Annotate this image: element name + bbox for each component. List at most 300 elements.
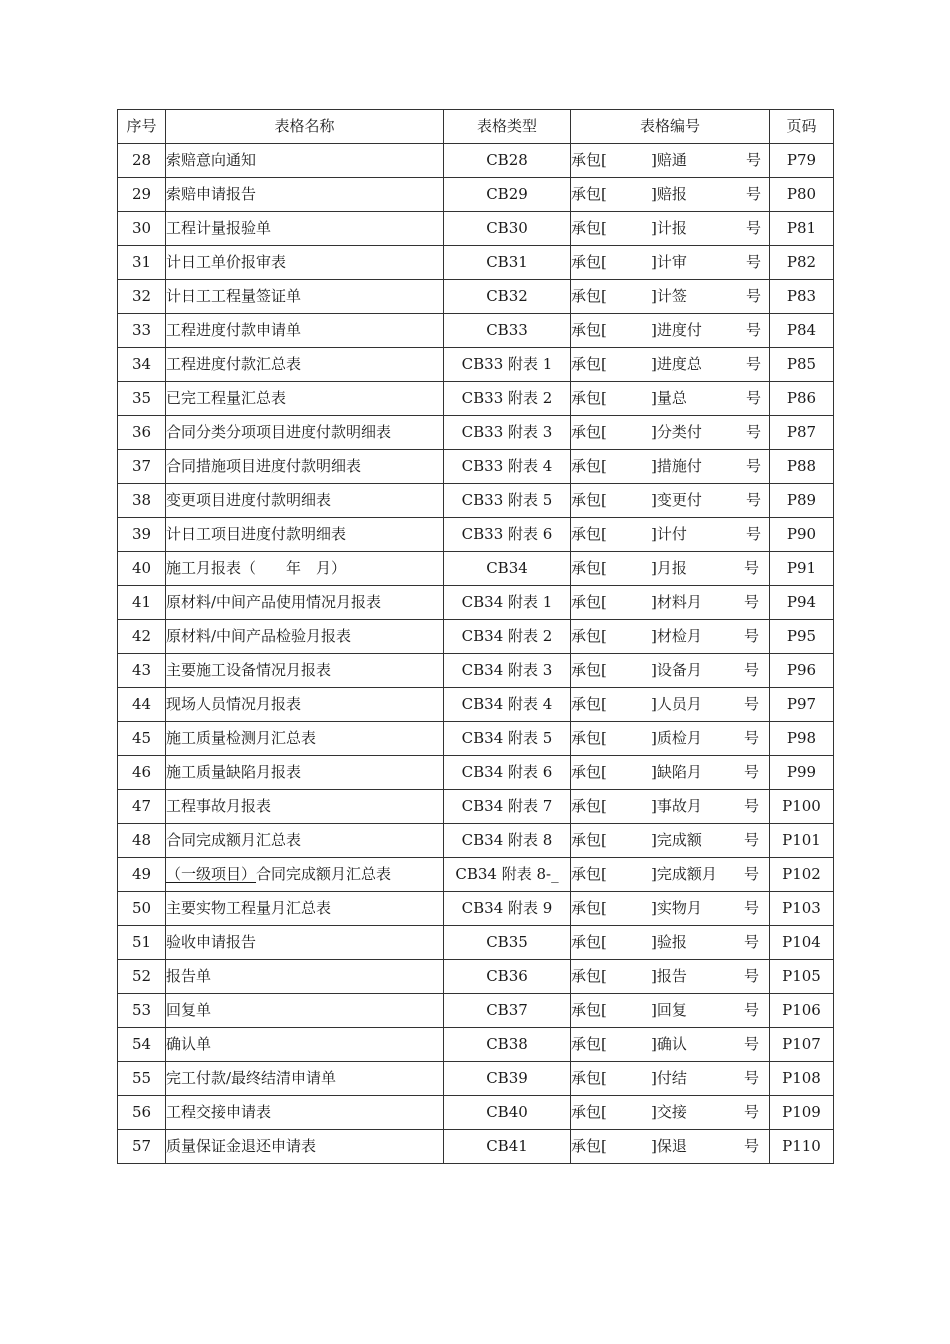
row-form-name [166, 858, 444, 892]
table-row [118, 722, 834, 756]
form-code-wrap [571, 382, 769, 415]
form-code-wrap [571, 348, 769, 381]
form-code-suffix: 号 [743, 899, 759, 917]
form-code-abbr: ]回复 [651, 1001, 687, 1019]
row-serial: 53 [118, 994, 166, 1028]
row-form-name-text: 主要实物工程量月汇总表 [166, 899, 332, 917]
form-code-abbr: ]完成额月 [651, 865, 717, 883]
row-form-type: CB30 [444, 212, 571, 246]
form-code-abbr: ]计付 [651, 525, 687, 543]
form-code-suffix: 号 [743, 695, 759, 713]
form-code-prefix: 承包[ [571, 1035, 607, 1053]
form-code-abbr: ]设备月 [651, 661, 702, 679]
row-form-code [571, 824, 770, 858]
table-row [118, 858, 834, 892]
form-code-suffix: 号 [743, 933, 759, 951]
row-serial: 43 [118, 654, 166, 688]
row-form-name-text: 施工月报表（ 年 月） [166, 559, 347, 577]
form-code-wrap [571, 416, 769, 449]
row-serial: 42 [118, 620, 166, 654]
row-form-name-text: 合同完成额月汇总表 [166, 831, 302, 849]
row-form-type: CB33 附表 2 [444, 382, 571, 416]
form-code-prefix: 承包[ [571, 593, 607, 611]
form-code-prefix: 承包[ [571, 491, 607, 509]
form-code-suffix: 号 [743, 1137, 759, 1155]
row-form-name-text: 合同措施项目进度付款明细表 [166, 457, 362, 475]
form-code-wrap [571, 926, 769, 959]
table-row [118, 348, 834, 382]
row-page: P84 [770, 314, 834, 348]
row-serial: 31 [118, 246, 166, 280]
table-row [118, 552, 834, 586]
table-row [118, 620, 834, 654]
row-serial: 49 [118, 858, 166, 892]
row-page: P87 [770, 416, 834, 450]
row-form-type: CB33 附表 3 [444, 416, 571, 450]
table-row [118, 450, 834, 484]
row-serial: 29 [118, 178, 166, 212]
form-code-abbr: ]计审 [651, 253, 687, 271]
table-row [118, 518, 834, 552]
form-code-abbr: ]事故月 [651, 797, 702, 815]
row-form-code [571, 892, 770, 926]
form-code-suffix: 号 [745, 321, 761, 339]
row-form-type: CB38 [444, 1028, 571, 1062]
table-row [118, 280, 834, 314]
form-code-suffix: 号 [743, 729, 759, 747]
row-form-name-text: 变更项目进度付款明细表 [166, 491, 332, 509]
row-form-name-text: 原材料/中间产品使用情况月报表 [166, 593, 382, 611]
row-form-code [571, 1130, 770, 1164]
row-page: P109 [770, 1096, 834, 1130]
row-page: P110 [770, 1130, 834, 1164]
row-page: P79 [770, 144, 834, 178]
form-code-wrap [571, 688, 769, 721]
row-form-type: CB33 [444, 314, 571, 348]
row-page: P98 [770, 722, 834, 756]
form-code-suffix: 号 [743, 593, 759, 611]
row-page: P102 [770, 858, 834, 892]
row-page: P101 [770, 824, 834, 858]
row-form-name-text: 工程进度付款申请单 [166, 321, 302, 339]
form-code-wrap [571, 1096, 769, 1129]
table-row [118, 144, 834, 178]
form-code-prefix: 承包[ [571, 219, 607, 237]
form-code-wrap [571, 790, 769, 823]
row-page: P88 [770, 450, 834, 484]
row-form-name [166, 1028, 444, 1062]
row-serial: 48 [118, 824, 166, 858]
table-row [118, 994, 834, 1028]
row-form-type: CB33 附表 6 [444, 518, 571, 552]
row-form-type: CB34 附表 5 [444, 722, 571, 756]
form-code-prefix: 承包[ [571, 967, 607, 985]
row-serial: 28 [118, 144, 166, 178]
table-row [118, 756, 834, 790]
row-form-code [571, 1096, 770, 1130]
row-serial: 30 [118, 212, 166, 246]
form-code-wrap [571, 178, 769, 211]
row-form-name-text: 计日工单价报审表 [166, 253, 287, 271]
form-code-suffix: 号 [745, 185, 761, 203]
row-page: P103 [770, 892, 834, 926]
form-code-prefix: 承包[ [571, 423, 607, 441]
form-code-prefix: 承包[ [571, 729, 607, 747]
table-row [118, 688, 834, 722]
form-code-wrap [571, 586, 769, 619]
form-code-prefix: 承包[ [571, 1137, 607, 1155]
row-form-name [166, 994, 444, 1028]
row-form-name-text: 计日工项目进度付款明细表 [166, 525, 347, 543]
header-page: 页码 [770, 110, 834, 144]
row-form-type: CB34 附表 8-_ [444, 858, 571, 892]
row-page: P85 [770, 348, 834, 382]
row-form-name-text: 质量保证金退还申请表 [166, 1137, 317, 1155]
row-form-type: CB36 [444, 960, 571, 994]
row-form-code [571, 212, 770, 246]
form-code-wrap [571, 824, 769, 857]
table-row [118, 246, 834, 280]
row-form-name [166, 960, 444, 994]
row-form-name-prefix: （一级项目） [166, 865, 257, 883]
row-form-name [166, 246, 444, 280]
form-code-suffix: 号 [743, 1001, 759, 1019]
form-code-abbr: ]报告 [651, 967, 687, 985]
row-form-name [166, 518, 444, 552]
row-form-name [166, 178, 444, 212]
table-row [118, 1096, 834, 1130]
row-serial: 38 [118, 484, 166, 518]
form-code-wrap [571, 450, 769, 483]
row-form-code [571, 688, 770, 722]
form-code-abbr: ]交接 [651, 1103, 687, 1121]
row-form-name-text: 施工质量检测月汇总表 [166, 729, 317, 747]
row-form-code [571, 246, 770, 280]
form-code-prefix: 承包[ [571, 253, 607, 271]
form-code-prefix: 承包[ [571, 185, 607, 203]
form-code-wrap [571, 552, 769, 585]
row-form-type: CB33 附表 4 [444, 450, 571, 484]
row-serial: 55 [118, 1062, 166, 1096]
form-code-prefix: 承包[ [571, 865, 607, 883]
form-code-suffix: 号 [743, 559, 759, 577]
form-code-prefix: 承包[ [571, 831, 607, 849]
row-form-type: CB37 [444, 994, 571, 1028]
form-code-abbr: ]保退 [651, 1137, 687, 1155]
row-form-name [166, 144, 444, 178]
form-code-wrap [571, 858, 769, 891]
table-row [118, 1130, 834, 1164]
form-code-wrap [571, 722, 769, 755]
form-code-suffix: 号 [745, 457, 761, 475]
row-form-code [571, 994, 770, 1028]
row-form-type: CB34 附表 7 [444, 790, 571, 824]
form-code-prefix: 承包[ [571, 695, 607, 713]
row-page: P95 [770, 620, 834, 654]
row-form-name-text: 报告单 [166, 967, 212, 985]
row-form-type: CB34 附表 2 [444, 620, 571, 654]
form-code-abbr: ]进度付 [651, 321, 702, 339]
row-form-code [571, 450, 770, 484]
row-form-code [571, 416, 770, 450]
row-form-name [166, 348, 444, 382]
row-page: P96 [770, 654, 834, 688]
form-code-abbr: ]分类付 [651, 423, 702, 441]
form-code-suffix: 号 [745, 355, 761, 373]
form-code-wrap [571, 484, 769, 517]
form-code-abbr: ]赔报 [651, 185, 687, 203]
row-form-code [571, 518, 770, 552]
row-form-name [166, 824, 444, 858]
row-serial: 52 [118, 960, 166, 994]
form-code-suffix: 号 [743, 1035, 759, 1053]
form-code-prefix: 承包[ [571, 1069, 607, 1087]
row-form-name-text: 计日工工程量签证单 [166, 287, 302, 305]
form-code-suffix: 号 [743, 661, 759, 679]
row-page: P106 [770, 994, 834, 1028]
table-row [118, 926, 834, 960]
row-form-name [166, 654, 444, 688]
form-code-wrap [571, 620, 769, 653]
row-form-name-text: 工程事故月报表 [166, 797, 272, 815]
form-code-suffix: 号 [745, 389, 761, 407]
form-code-suffix: 号 [745, 287, 761, 305]
form-code-suffix: 号 [745, 151, 761, 169]
row-form-code [571, 348, 770, 382]
form-code-prefix: 承包[ [571, 321, 607, 339]
form-code-wrap [571, 1028, 769, 1061]
table-row [118, 314, 834, 348]
form-code-abbr: ]人员月 [651, 695, 702, 713]
row-page: P81 [770, 212, 834, 246]
form-code-suffix: 号 [743, 1103, 759, 1121]
form-code-abbr: ]量总 [651, 389, 687, 407]
form-code-abbr: ]验报 [651, 933, 687, 951]
form-code-wrap [571, 1130, 769, 1163]
row-form-name-text: 工程交接申请表 [166, 1103, 272, 1121]
form-code-wrap [571, 314, 769, 347]
header-form-code: 表格编号 [571, 110, 770, 144]
form-code-suffix: 号 [743, 865, 759, 883]
row-form-code [571, 314, 770, 348]
row-serial: 50 [118, 892, 166, 926]
form-code-suffix: 号 [743, 797, 759, 815]
row-form-name-text: 现场人员情况月报表 [166, 695, 302, 713]
row-form-code [571, 654, 770, 688]
row-form-name-text: 工程进度付款汇总表 [166, 355, 302, 373]
form-code-wrap [571, 144, 769, 177]
row-form-name-text: 索赔申请报告 [166, 185, 257, 203]
row-form-code [571, 756, 770, 790]
form-code-suffix: 号 [745, 423, 761, 441]
row-form-code [571, 858, 770, 892]
form-code-abbr: ]计报 [651, 219, 687, 237]
table-row [118, 790, 834, 824]
form-code-wrap [571, 246, 769, 279]
form-code-wrap [571, 212, 769, 245]
row-form-name [166, 756, 444, 790]
table-row [118, 586, 834, 620]
header-form-type: 表格类型 [444, 110, 571, 144]
row-form-name-text: 合同完成额月汇总表 [256, 865, 392, 883]
row-page: P83 [770, 280, 834, 314]
row-form-type: CB32 [444, 280, 571, 314]
form-code-suffix: 号 [743, 763, 759, 781]
form-code-wrap [571, 960, 769, 993]
form-index-sheet [117, 109, 833, 1164]
row-form-name [166, 416, 444, 450]
row-page: P80 [770, 178, 834, 212]
form-code-prefix: 承包[ [571, 933, 607, 951]
form-index-table [117, 109, 834, 1164]
row-form-type: CB34 附表 8 [444, 824, 571, 858]
form-code-abbr: ]措施付 [651, 457, 702, 475]
table-row [118, 416, 834, 450]
row-form-code [571, 790, 770, 824]
row-serial: 39 [118, 518, 166, 552]
table-row [118, 1028, 834, 1062]
table-row [118, 382, 834, 416]
table-row [118, 654, 834, 688]
row-page: P108 [770, 1062, 834, 1096]
row-serial: 54 [118, 1028, 166, 1062]
row-serial: 57 [118, 1130, 166, 1164]
row-serial: 51 [118, 926, 166, 960]
row-serial: 40 [118, 552, 166, 586]
row-form-type: CB34 附表 9 [444, 892, 571, 926]
row-form-type: CB34 附表 3 [444, 654, 571, 688]
row-serial: 45 [118, 722, 166, 756]
row-page: P97 [770, 688, 834, 722]
row-form-type: CB34 [444, 552, 571, 586]
form-code-abbr: ]计签 [651, 287, 687, 305]
table-body [118, 144, 834, 1164]
row-form-type: CB34 附表 1 [444, 586, 571, 620]
form-code-wrap [571, 756, 769, 789]
table-row [118, 484, 834, 518]
form-code-prefix: 承包[ [571, 797, 607, 815]
form-code-prefix: 承包[ [571, 763, 607, 781]
row-serial: 46 [118, 756, 166, 790]
form-code-abbr: ]付结 [651, 1069, 687, 1087]
table-row [118, 1062, 834, 1096]
row-form-name [166, 450, 444, 484]
form-code-prefix: 承包[ [571, 1001, 607, 1019]
form-code-prefix: 承包[ [571, 899, 607, 917]
row-serial: 56 [118, 1096, 166, 1130]
row-form-name-text: 验收申请报告 [166, 933, 257, 951]
row-form-code [571, 144, 770, 178]
row-form-name [166, 212, 444, 246]
row-form-type: CB34 附表 4 [444, 688, 571, 722]
row-page: P89 [770, 484, 834, 518]
form-code-prefix: 承包[ [571, 661, 607, 679]
form-code-prefix: 承包[ [571, 457, 607, 475]
row-form-name [166, 1062, 444, 1096]
form-code-suffix: 号 [745, 219, 761, 237]
form-code-abbr: ]确认 [651, 1035, 687, 1053]
row-form-name-text: 完工付款/最终结清申请单 [166, 1069, 337, 1087]
row-form-code [571, 484, 770, 518]
form-code-wrap [571, 518, 769, 551]
row-page: P86 [770, 382, 834, 416]
row-form-code [571, 926, 770, 960]
form-code-prefix: 承包[ [571, 151, 607, 169]
table-row [118, 892, 834, 926]
form-code-abbr: ]实物月 [651, 899, 702, 917]
row-form-type: CB41 [444, 1130, 571, 1164]
row-form-name-text: 回复单 [166, 1001, 212, 1019]
row-serial: 44 [118, 688, 166, 722]
form-code-abbr: ]进度总 [651, 355, 702, 373]
row-form-name [166, 688, 444, 722]
row-form-name-text: 主要施工设备情况月报表 [166, 661, 332, 679]
row-form-code [571, 960, 770, 994]
form-code-suffix: 号 [745, 491, 761, 509]
row-form-name [166, 722, 444, 756]
row-form-name [166, 484, 444, 518]
row-form-code [571, 1028, 770, 1062]
row-form-name-text: 合同分类分项项目进度付款明细表 [166, 423, 392, 441]
row-form-name [166, 586, 444, 620]
row-page: P100 [770, 790, 834, 824]
row-form-name-text: 已完工程量汇总表 [166, 389, 287, 407]
row-form-name-text: 工程计量报验单 [166, 219, 272, 237]
form-code-abbr: ]材料月 [651, 593, 702, 611]
row-page: P91 [770, 552, 834, 586]
row-page: P99 [770, 756, 834, 790]
form-code-prefix: 承包[ [571, 1103, 607, 1121]
form-code-abbr: ]赔通 [651, 151, 687, 169]
form-code-wrap [571, 280, 769, 313]
row-form-type: CB33 附表 5 [444, 484, 571, 518]
form-code-abbr: ]质检月 [651, 729, 702, 747]
row-form-code [571, 1062, 770, 1096]
row-serial: 37 [118, 450, 166, 484]
form-code-suffix: 号 [745, 525, 761, 543]
row-form-code [571, 722, 770, 756]
row-form-name [166, 892, 444, 926]
row-form-name-text: 施工质量缺陷月报表 [166, 763, 302, 781]
row-serial: 32 [118, 280, 166, 314]
form-code-abbr: ]缺陷月 [651, 763, 702, 781]
row-form-type: CB39 [444, 1062, 571, 1096]
header-form-name: 表格名称 [166, 110, 444, 144]
table-header-row [118, 110, 834, 144]
row-serial: 36 [118, 416, 166, 450]
row-form-name [166, 280, 444, 314]
table-row [118, 960, 834, 994]
form-code-wrap [571, 994, 769, 1027]
row-form-name [166, 1130, 444, 1164]
form-code-wrap [571, 892, 769, 925]
row-serial: 33 [118, 314, 166, 348]
row-serial: 41 [118, 586, 166, 620]
row-form-name [166, 620, 444, 654]
table-row [118, 178, 834, 212]
row-form-type: CB29 [444, 178, 571, 212]
form-code-prefix: 承包[ [571, 389, 607, 407]
row-form-name [166, 552, 444, 586]
row-page: P90 [770, 518, 834, 552]
form-code-suffix: 号 [745, 253, 761, 271]
form-code-suffix: 号 [743, 627, 759, 645]
row-form-code [571, 586, 770, 620]
row-form-type: CB40 [444, 1096, 571, 1130]
row-form-name [166, 382, 444, 416]
row-page: P94 [770, 586, 834, 620]
form-code-suffix: 号 [743, 967, 759, 985]
